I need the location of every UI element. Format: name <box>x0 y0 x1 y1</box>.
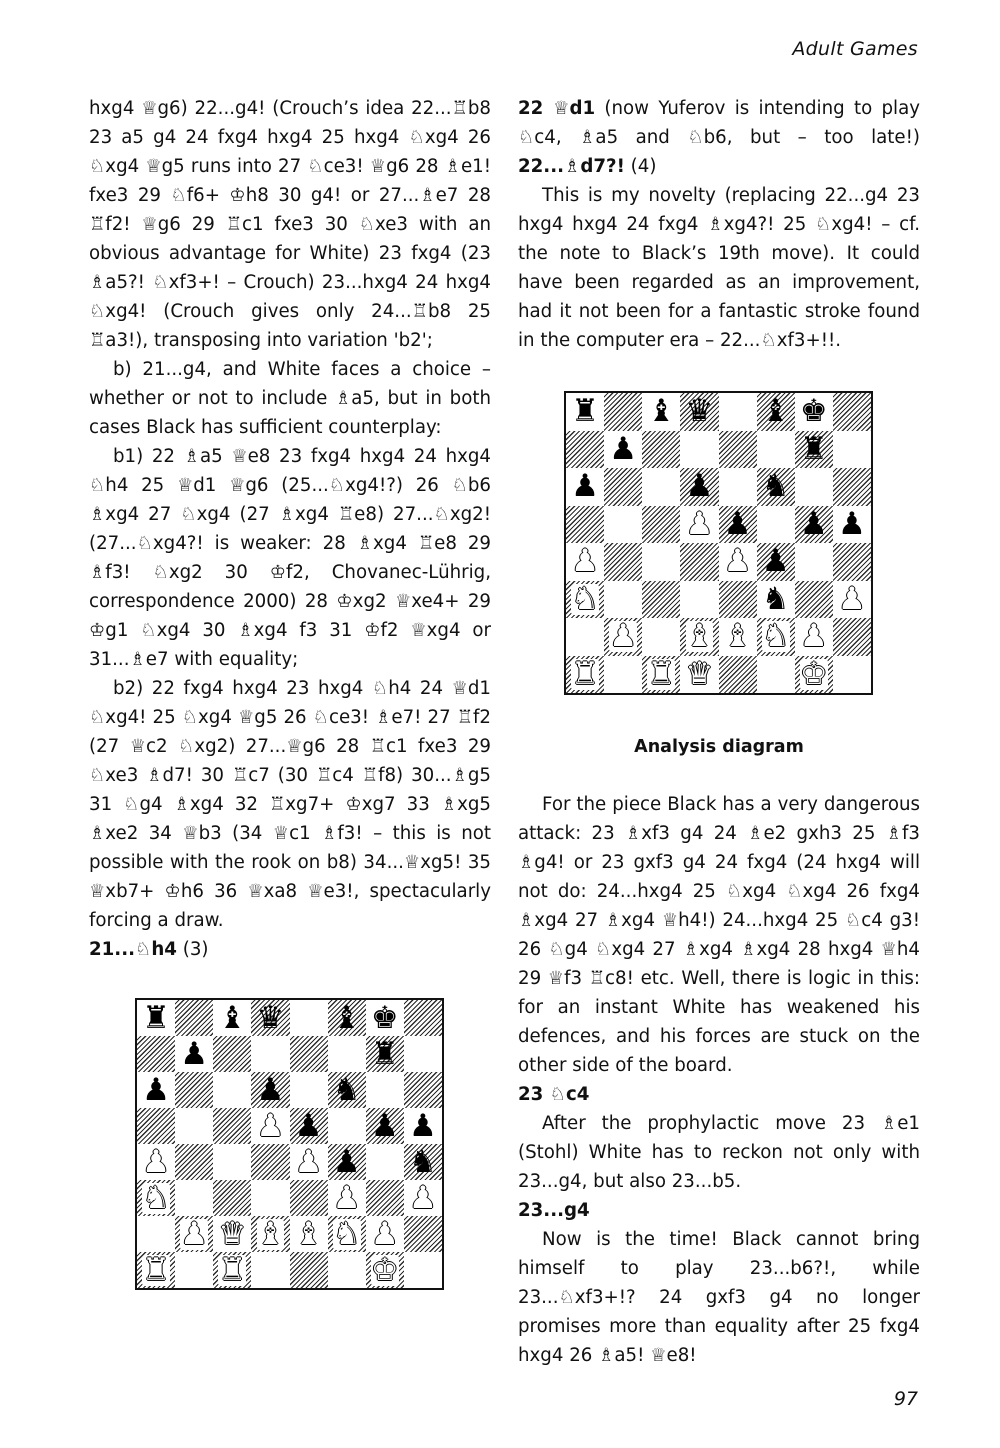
board-square <box>328 1144 366 1180</box>
board-square <box>328 1108 366 1144</box>
board-square <box>175 1144 213 1180</box>
annotation-paragraph: 23 ♘c4 <box>518 1084 590 1105</box>
board-square <box>833 656 871 694</box>
board-square <box>251 1252 289 1288</box>
board-square <box>566 506 604 544</box>
black-knight-icon: ♞ <box>409 1143 437 1180</box>
board-square <box>680 656 718 694</box>
board-square <box>833 618 871 656</box>
board-square <box>604 468 642 506</box>
right-column <box>518 94 920 1370</box>
chess-diagram-left <box>135 998 444 1290</box>
board-square <box>328 1216 366 1252</box>
black-pawn-icon: ♟ <box>761 543 790 580</box>
black-pawn-icon: ♟ <box>685 468 714 505</box>
board-square <box>642 618 680 656</box>
board-square <box>366 1180 404 1216</box>
white-pawn-icon: ♟ <box>256 1107 285 1144</box>
board-square <box>137 1252 175 1288</box>
black-pawn-icon: ♟ <box>370 1107 399 1144</box>
board-square <box>833 543 871 581</box>
board-square <box>290 1144 328 1180</box>
black-rook-icon: ♜ <box>799 430 828 467</box>
board-square <box>604 618 642 656</box>
board-square <box>795 431 833 469</box>
annotation-paragraph: b2) 22 fxg4 hxg4 23 hxg4 ♘h4 24 ♕d1 ♘xg4! 25 ♘xg4 ♕g5 26 ♘ce3! ♗e7! 27 ♖f2 (27 ♕c2 ♘xg2) 27...♕g6 28 ♖c1 fxe3 29 ♘xe3 ♗d7! 30 ♖c7 (30 ♖c4 ♖f8) 30...♗g5 31 ♘g4 ♗xg4 32 ♖xg7+ ♔xg7 33 ♗xg5 ♗xe2 34 ♕b3 (34 ♕c1 ♗f3! – this is not possible with the rook on b8) 34...♕xg5! 35 ♕xb7+ ♔h6 36 ♕xa8 ♕e3!, spectacularly forcing a draw. <box>89 678 491 931</box>
annotation-paragraph: 22 ♕d1 (now Yuferov is intending to play ♘c4, ♗a5 and ♘b6, but – too late!) 22...♗d7?! (4) <box>518 98 920 177</box>
black-pawn-icon: ♟ <box>180 1035 209 1072</box>
board-square <box>137 1000 175 1036</box>
board-square <box>404 1000 442 1036</box>
black-bishop-icon: ♝ <box>218 999 247 1036</box>
board-square <box>328 1252 366 1288</box>
white-pawn-icon: ♟ <box>332 1179 361 1216</box>
board-square <box>290 1252 328 1288</box>
board-square <box>719 468 757 506</box>
board-square <box>404 1180 442 1216</box>
board-square <box>213 1252 251 1288</box>
black-knight-icon: ♞ <box>761 580 790 617</box>
annotation-paragraph: 23...g4 <box>518 1200 590 1221</box>
board-square <box>757 431 795 469</box>
page-number: 97 <box>893 1388 918 1410</box>
white-pawn-icon: ♟ <box>571 543 599 580</box>
black-rook-icon: ♜ <box>142 999 170 1036</box>
black-pawn-icon: ♟ <box>609 430 638 467</box>
board-square <box>137 1036 175 1072</box>
board-square <box>251 1216 289 1252</box>
white-rook-icon: ♜ <box>218 1251 247 1288</box>
running-header: Adult Games <box>792 38 918 60</box>
board-square <box>642 468 680 506</box>
black-knight-icon: ♞ <box>332 1071 361 1108</box>
black-pawn-icon: ♟ <box>838 505 866 542</box>
board-square <box>757 581 795 619</box>
board-square <box>404 1216 442 1252</box>
white-rook-icon: ♜ <box>647 655 676 692</box>
white-pawn-icon: ♟ <box>370 1215 399 1252</box>
board-square <box>404 1108 442 1144</box>
right-column-text-bottom <box>518 790 920 1370</box>
board-square <box>719 656 757 694</box>
board-square <box>604 506 642 544</box>
black-rook-icon: ♜ <box>571 393 599 430</box>
board-square <box>604 656 642 694</box>
board-square <box>680 506 718 544</box>
right-column-text-top <box>518 94 920 355</box>
white-rook-icon: ♜ <box>571 655 599 692</box>
annotation-paragraph: 21...♘h4 (3) <box>89 939 209 960</box>
board-square <box>290 1216 328 1252</box>
board-square <box>566 393 604 431</box>
board-square <box>604 431 642 469</box>
board-square <box>137 1108 175 1144</box>
white-queen-icon: ♛ <box>685 655 714 692</box>
board-square <box>137 1216 175 1252</box>
board-square <box>366 1216 404 1252</box>
white-pawn-icon: ♟ <box>142 1143 170 1180</box>
white-pawn-icon: ♟ <box>409 1179 437 1216</box>
board-square <box>680 581 718 619</box>
board-square <box>680 393 718 431</box>
board-square <box>833 506 871 544</box>
annotation-paragraph: b) 21...g4, and White faces a choice – whether or not to include ♗a5, but in both cases Black has sufficient counterplay: <box>89 359 491 438</box>
board-square <box>757 656 795 694</box>
board-square <box>680 431 718 469</box>
board-square <box>137 1180 175 1216</box>
board-square <box>175 1000 213 1036</box>
white-knight-icon: ♞ <box>761 618 790 655</box>
board-square <box>719 431 757 469</box>
board-square <box>328 1072 366 1108</box>
board-square <box>642 431 680 469</box>
board-square <box>795 543 833 581</box>
board-square <box>404 1144 442 1180</box>
board-square <box>757 393 795 431</box>
white-pawn-icon: ♟ <box>723 543 752 580</box>
board-square <box>566 581 604 619</box>
white-bishop-icon: ♝ <box>723 618 752 655</box>
board-square <box>290 1000 328 1036</box>
annotation-paragraph: This is my novelty (replacing 22...g4 23 hxg4 hxg4 24 fxg4 ♗xg4?! 25 ♘xg4! – cf. the note to Black’s 19th move). It could have been regarded as an improvement, had it not been for a fantastic stroke found in the computer era – 22...♘xf3+!!. <box>518 185 920 351</box>
black-queen-icon: ♛ <box>685 393 714 430</box>
board-square <box>604 581 642 619</box>
annotation-paragraph: After the prophylactic move 23 ♗e1 (Stohl) White has to reckon not only with 23...g4, but also 23...b5. <box>518 1113 920 1192</box>
board-square <box>251 1144 289 1180</box>
board-square <box>795 656 833 694</box>
board-square <box>366 1144 404 1180</box>
black-queen-icon: ♛ <box>256 999 285 1036</box>
board-square <box>137 1144 175 1180</box>
board-square <box>213 1144 251 1180</box>
board-square <box>680 618 718 656</box>
board-square <box>833 431 871 469</box>
board-square <box>175 1108 213 1144</box>
white-pawn-icon: ♟ <box>799 618 828 655</box>
board-square <box>290 1108 328 1144</box>
board-square <box>757 618 795 656</box>
white-bishop-icon: ♝ <box>294 1215 323 1252</box>
white-pawn-icon: ♟ <box>838 580 866 617</box>
annotation-paragraph: For the piece Black has a very dangerous attack: 23 ♗xf3 g4 24 ♗e2 gxh3 25 ♗f3 ♗g4! or 23 gxf3 g4 24 fxg4 (24 hxg4 will not do: 24...hxg4 25 ♘xg4 ♘xg4 26 fxg4 ♗xg4 27 ♗xg4 ♕h4!) 24...hxg4 25 ♘c4 g3! 26 ♘g4 ♘xg4 27 ♗xg4 ♗xg4 28 hxg4 ♕h4 29 ♕f3 ♖c8! etc. Well, there is logic in this: for an instant White has weakened his defences, and his forces are stuck on the other side of the board. <box>518 794 920 1076</box>
black-bishop-icon: ♝ <box>332 999 361 1036</box>
board-square <box>566 543 604 581</box>
white-pawn-icon: ♟ <box>609 618 638 655</box>
white-bishop-icon: ♝ <box>685 618 714 655</box>
board-square <box>137 1072 175 1108</box>
board-square <box>404 1252 442 1288</box>
board-square <box>328 1000 366 1036</box>
board-square <box>366 1072 404 1108</box>
board-square <box>213 1000 251 1036</box>
white-king-icon: ♚ <box>370 1251 399 1288</box>
board-square <box>251 1036 289 1072</box>
board-square <box>795 468 833 506</box>
board-square <box>251 1108 289 1144</box>
black-bishop-icon: ♝ <box>761 393 790 430</box>
board-square <box>213 1036 251 1072</box>
board-square <box>366 1108 404 1144</box>
board-square <box>642 393 680 431</box>
board-square <box>213 1180 251 1216</box>
board-square <box>604 393 642 431</box>
annotation-paragraph: b1) 22 ♗a5 ♕e8 23 fxg4 hxg4 24 hxg4 ♘h4 25 ♕d1 ♕g6 (25...♘xg4!?) 26 ♘b6 ♗xg4 27 ♘xg4 (27 ♗xg4 ♖e8) 27...♘xg2! (27...♘xg4?! is weaker: 28 ♗xg4 ♖e8 29 ♗f3! ♘xg2 30 ♔f2, Chovanec-Lührig, correspondence 2000) 28 ♔xg2 ♕xe4+ 29 ♔g1 ♘xg4 30 ♗xg4 f3 31 ♔f2 ♕xg4 or 31...♗e7 with equality; <box>89 446 491 670</box>
black-pawn-icon: ♟ <box>799 505 828 542</box>
board-square <box>642 506 680 544</box>
board-square <box>757 543 795 581</box>
black-knight-icon: ♞ <box>761 468 790 505</box>
black-pawn-icon: ♟ <box>294 1107 323 1144</box>
board-square <box>680 543 718 581</box>
annotation-paragraph: hxg4 ♕g6) 22...g4! (Crouch’s idea 22...♖b8 23 a5 g4 24 fxg4 hxg4 25 hxg4 ♘xg4 26 ♘xg4 ♕g5 runs into 27 ♘ce3! ♕g6 28 ♗e1! fxe3 29 ♘f6+ ♔h8 30 g4! or 27...♗e7 28 ♖f2! ♕g6 29 ♖c1 fxe3 30 ♘xe3 with an obvious advantage for White) 23 fxg4 (23 ♗a5?! ♘xf3+! – Crouch) 23...hxg4 24 hxg4 ♘xg4! (Crouch gives only 24...♖b8 25 ♖a3!), transposing into variation 'b2'; <box>89 98 491 351</box>
board-square <box>642 543 680 581</box>
white-knight-icon: ♞ <box>571 580 599 617</box>
white-knight-icon: ♞ <box>142 1179 170 1216</box>
board-square <box>566 656 604 694</box>
left-column-text <box>89 94 491 964</box>
black-pawn-icon: ♟ <box>332 1143 361 1180</box>
white-pawn-icon: ♟ <box>294 1143 323 1180</box>
diagram-caption: Analysis diagram <box>634 737 804 757</box>
board-square <box>795 506 833 544</box>
board-square <box>719 543 757 581</box>
white-bishop-icon: ♝ <box>256 1215 285 1252</box>
black-pawn-icon: ♟ <box>142 1071 170 1108</box>
black-bishop-icon: ♝ <box>647 393 676 430</box>
board-square <box>290 1036 328 1072</box>
black-pawn-icon: ♟ <box>256 1071 285 1108</box>
left-column <box>89 94 491 1290</box>
board-square <box>366 1000 404 1036</box>
board-square <box>404 1072 442 1108</box>
board-square <box>757 468 795 506</box>
board-square <box>175 1252 213 1288</box>
black-king-icon: ♚ <box>370 999 399 1036</box>
board-square <box>642 581 680 619</box>
board-square <box>175 1072 213 1108</box>
board-square <box>833 468 871 506</box>
board-square <box>213 1108 251 1144</box>
board-square <box>642 656 680 694</box>
board-square <box>795 581 833 619</box>
board-square <box>719 618 757 656</box>
board-square <box>213 1216 251 1252</box>
board-square <box>328 1180 366 1216</box>
board-square <box>566 431 604 469</box>
board-square <box>795 618 833 656</box>
white-knight-icon: ♞ <box>332 1215 361 1252</box>
white-rook-icon: ♜ <box>142 1251 170 1288</box>
board-square <box>833 581 871 619</box>
board-square <box>604 543 642 581</box>
board-square <box>213 1072 251 1108</box>
black-pawn-icon: ♟ <box>409 1107 437 1144</box>
board-square <box>566 618 604 656</box>
board-square <box>404 1036 442 1072</box>
board-square <box>719 393 757 431</box>
board-square <box>251 1180 289 1216</box>
board-square <box>251 1000 289 1036</box>
board-square <box>757 506 795 544</box>
black-rook-icon: ♜ <box>370 1035 399 1072</box>
board-square <box>680 468 718 506</box>
board-square <box>366 1036 404 1072</box>
black-pawn-icon: ♟ <box>571 468 599 505</box>
white-pawn-icon: ♟ <box>180 1215 209 1252</box>
board-square <box>833 393 871 431</box>
board-square <box>251 1072 289 1108</box>
board-square <box>719 581 757 619</box>
black-king-icon: ♚ <box>799 393 828 430</box>
chess-diagram-right <box>564 391 873 695</box>
white-king-icon: ♚ <box>799 655 828 692</box>
board-square <box>175 1180 213 1216</box>
board-square <box>175 1036 213 1072</box>
white-pawn-icon: ♟ <box>685 505 714 542</box>
board-square <box>175 1216 213 1252</box>
board-square <box>566 468 604 506</box>
board-square <box>366 1252 404 1288</box>
black-pawn-icon: ♟ <box>723 505 752 542</box>
annotation-paragraph: Now is the time! Black cannot bring himself to play 23...b6?!, while 23...♘xf3+!? 24 gxf3 g4 no longer promises more than equality after 25 fxg4 hxg4 26 ♗a5! ♕e8! <box>518 1229 920 1366</box>
board-square <box>795 393 833 431</box>
board-square <box>290 1072 328 1108</box>
board-square <box>290 1180 328 1216</box>
board-square <box>719 506 757 544</box>
white-queen-icon: ♛ <box>218 1215 247 1252</box>
board-square <box>328 1036 366 1072</box>
